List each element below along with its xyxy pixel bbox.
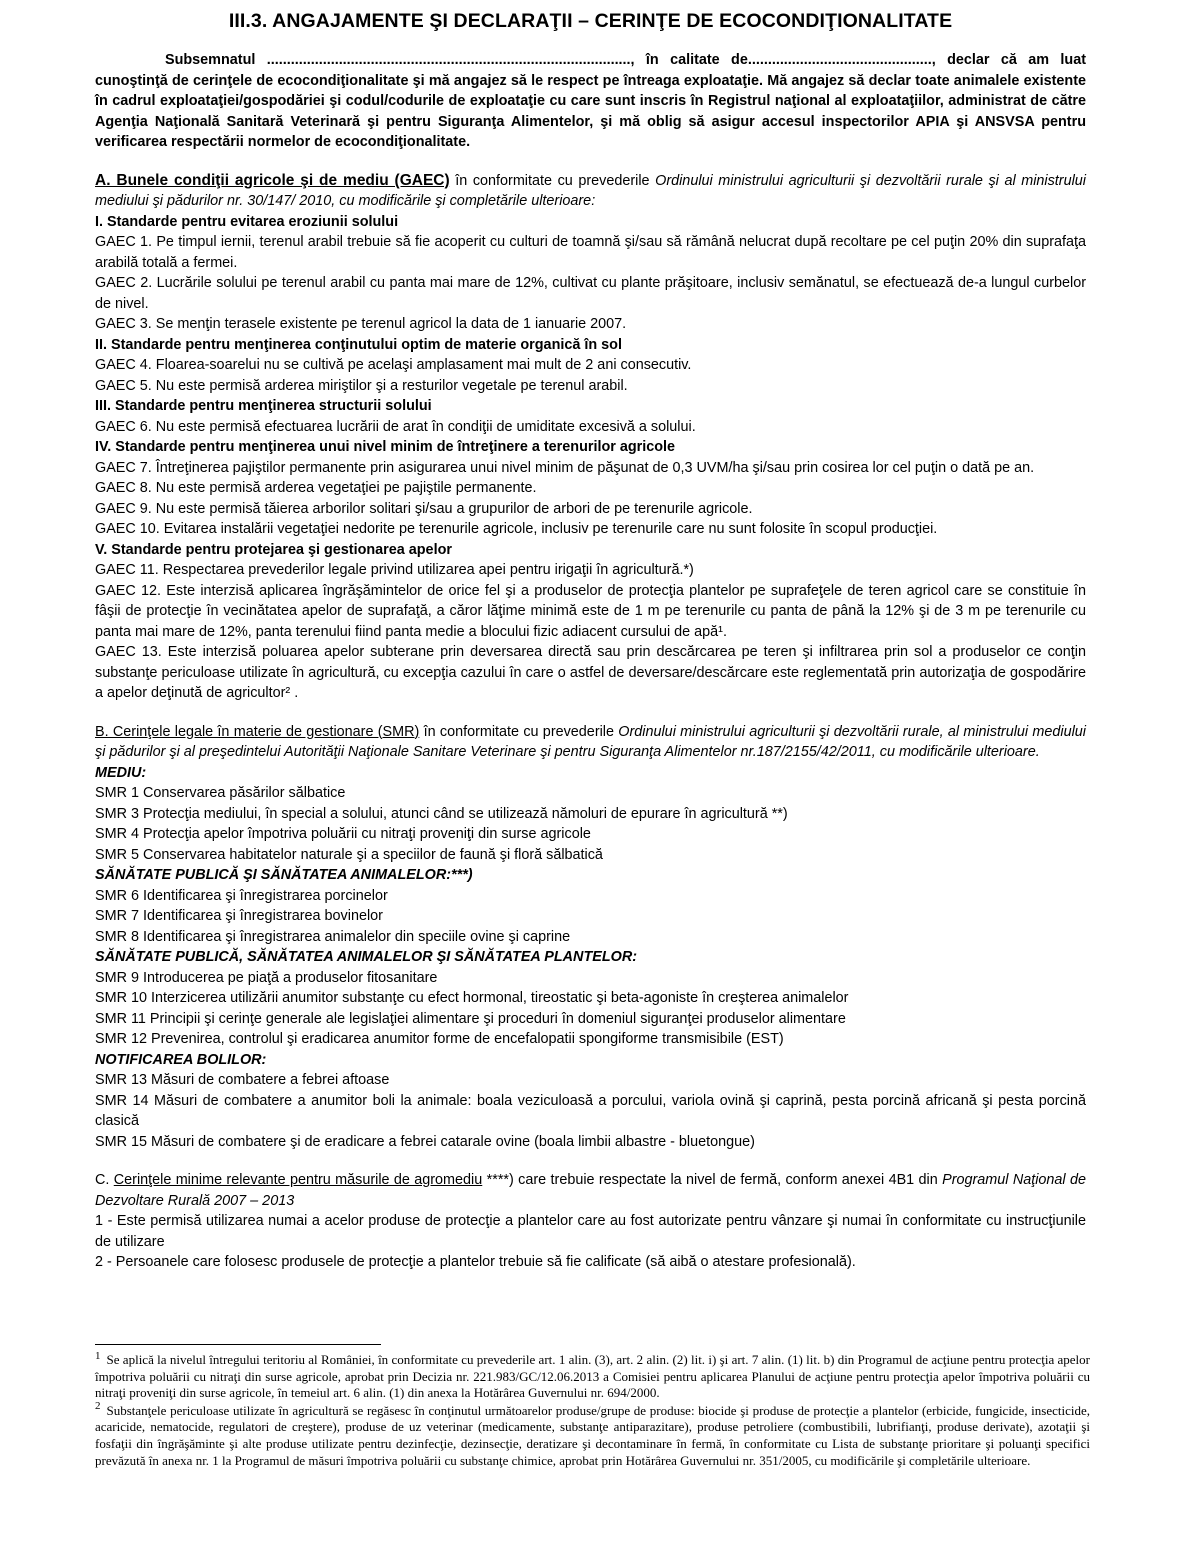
section-b-heading bbox=[95, 722, 1086, 763]
declaration-text: Subsemnatul ..........................................................................................., în calitate de.............................................., declar că am luat cunoştinţă de cerinţele de ecocondiţionalitate şi mă angajez să le respect pe întreaga exploataţie. Mă angajez să declar toate animalele existente în cadrul exploataţiei/gospodăriei şi codul/codurile de exploataţie cu care sunt inscris în Registrul naţional al exploataţiilor, administrat de către Agenţia Naţională Sanitară Veterinară şi pentru Siguranţa Alimentelor, şi mă oblig să asigur accesul inspectorilor APIA şi ANSVSA pentru verificarea respectării normelor de ecocondiţionalitate. bbox=[95, 52, 1086, 150]
footnote-divider bbox=[95, 1344, 381, 1345]
section-b bbox=[95, 722, 1086, 1153]
gaec-item: GAEC 10. Evitarea instalării vegetaţiei nedorite pe terenurile agricole, inclusiv pe terenurile care nu sunt folosite în scopul producţiei. bbox=[95, 521, 938, 537]
category-heading: NOTIFICAREA BOLILOR: bbox=[95, 1051, 267, 1068]
smr-item: SMR 10 Interzicerea utilizării anumitor substanţe cu efect hormonal, tireostatic şi beta-agoniste în creşterea animalelor bbox=[95, 990, 849, 1006]
document-page bbox=[95, 8, 1086, 1273]
footnote-text: Se aplică la nivelul întregului teritoriu al României, în conformitate cu prevederile art. 1 alin. (3), art. 2 alin. (2) lit. i) şi art. 7 alin. (1) lit. b) din Programul de acţiune pentru protecţia apelor împotriva poluării cu nitraţi din surse agricole, aprobat prin Decizia nr. 221.983/GC/12.06.2013 a Comisiei pentru aplicarea Planului de acţiune pentru protecţia apelor împotriva poluării cu nitraţi proveniţi din surse agricole, în temeiul art. 6 alin. (1) din anexa la Hotărârea Guvernului nr. 694/2000. bbox=[95, 1352, 1090, 1401]
gaec-item: GAEC 9. Nu este permisă tăierea arborilor solitari şi/sau a grupurilor de arbori de pe terenurile agricole. bbox=[95, 500, 753, 517]
standard-heading: II. Standarde pentru menţinerea conţinutului optim de materie organică în sol bbox=[95, 336, 622, 353]
section-b-intro: în conformitate cu prevederile bbox=[419, 723, 619, 740]
smr-item: SMR 4 Protecţia apelor împotriva poluării cu nitraţi proveniţi din surse agricole bbox=[95, 826, 591, 842]
smr-item: SMR 9 Introducerea pe piaţă a produselor fitosanitare bbox=[95, 969, 438, 986]
category-heading: SĂNĂTATE PUBLICĂ ŞI SĂNĂTATEA ANIMALELOR:***) bbox=[95, 867, 473, 883]
requirement-item: 2 - Persoanele care folosesc produsele de protecţie a plantelor trebuie să fie calificate (să aibă o atestare profesională). bbox=[95, 1254, 856, 1270]
gaec-item: GAEC 8. Nu este permisă arderea vegetaţiei pe pajiştile permanente. bbox=[95, 480, 537, 496]
gaec-item: GAEC 7. Întreţinerea pajiştilor permanente prin asigurarea unui nivel minim de păşunat de 0,3 UVM/ha şi/sau prin cosirea lor cel puţin o dată pe an. bbox=[95, 459, 1035, 476]
standard-heading: V. Standarde pentru protejarea şi gestionarea apelor bbox=[95, 541, 452, 558]
gaec-item: GAEC 12. Este interzisă aplicarea îngrăşămintelor de orice fel şi a produselor de protecţia plantelor pe suprafeţele de teren agricol care se constituie în fâşii de protecţie în vecinătatea apelor de suprafaţă, a căror lăţime minimă este de 1 m pe terenurile cu panta de până la 12% şi de 3 m pe terenurile cu panta mai mare de 12%, panta terenului fiind panta medie a blocului fizic adiacent cursului de apă¹. bbox=[95, 582, 1086, 640]
section-a-reference: Ordinului ministrului agriculturii şi dezvoltării rurale şi al ministrului mediului şi pădurilor nr. 30/147/ 2010, cu modificările şi completările ulterioare: bbox=[95, 172, 1086, 209]
section-a bbox=[95, 171, 1086, 704]
category-heading: MEDIU: bbox=[95, 764, 147, 781]
gaec-item: GAEC 1. Pe timpul iernii, terenul arabil trebuie să fie acoperit cu culturi de toamnă şi/sau să rămână nelucrat după recoltare pe cel puţin 20% din suprafaţa arabilă totală a fermei. bbox=[95, 234, 1086, 271]
gaec-item: GAEC 5. Nu este permisă arderea miriştilor şi a resturilor vegetale pe terenul arabil. bbox=[95, 377, 628, 394]
gaec-item: GAEC 13. Este interzisă poluarea apelor subterane prin deversarea directă sau prin descărcarea pe teren şi infiltrarea prin sol a produselor ce conţin substanţe periculoase utilizate în agricultură, cu excepţia cazului în care o astfel de deversare/descărcare este reglementată prin autorizaţia de gospodărire a apelor deţinută de agricultor² . bbox=[95, 644, 1086, 701]
smr-item: SMR 1 Conservarea păsărilor sălbatice bbox=[95, 785, 346, 801]
section-c-heading bbox=[95, 1170, 1086, 1211]
section-c-label: Cerinţele minime relevante pentru măsurile de agromediu bbox=[113, 1172, 483, 1188]
smr-item: SMR 8 Identificarea şi înregistrarea animalelor din speciile ovine şi caprine bbox=[95, 928, 571, 945]
category-heading: SĂNĂTATE PUBLICĂ, SĂNĂTATEA ANIMALELOR ŞI SĂNĂTATEA PLANTELOR: bbox=[95, 949, 638, 965]
section-a-intro: în conformitate cu prevederile bbox=[449, 172, 656, 189]
section-b-label: B. Cerinţele legale în materie de gestionare (SMR) bbox=[95, 723, 420, 740]
smr-item: SMR 12 Prevenirea, controlul şi eradicarea anumitor forme de encefalopatii spongiforme transmisibile (EST) bbox=[95, 1031, 784, 1047]
section-c bbox=[95, 1170, 1086, 1273]
smr-item: SMR 5 Conservarea habitatelor naturale şi a speciilor de faună şi floră sălbatică bbox=[95, 846, 603, 863]
smr-item: SMR 13 Măsuri de combatere a febrei aftoase bbox=[95, 1072, 390, 1088]
requirement-item: 1 - Este permisă utilizarea numai a acelor produse de protecţie a plantelor care au fost autorizate pentru vânzare şi numai în conformitate cu instrucţiunile de utilizare bbox=[95, 1213, 1086, 1250]
footnote-number: 2 bbox=[95, 1400, 101, 1413]
section-c-after: ****) care trebuie respectate la nivel de fermă, conform anexei 4B1 din bbox=[482, 1172, 943, 1188]
smr-item: SMR 3 Protecţia mediului, în special a solului, atunci când se utilizează nămoluri de epurare în agricultură **) bbox=[95, 805, 788, 822]
footnote-number: 1 bbox=[95, 1349, 101, 1362]
section-c-reference: Programul Naţional de Dezvoltare Rurală 2007 – 2013 bbox=[95, 1172, 1086, 1209]
section-b-list bbox=[95, 763, 1086, 1153]
footnote bbox=[95, 1400, 1090, 1469]
smr-item: SMR 11 Principii şi cerinţe generale ale legislaţiei alimentare şi proceduri în domeniul siguranţei produselor alimentare bbox=[95, 1010, 846, 1027]
section-a-list bbox=[95, 212, 1086, 704]
gaec-item: GAEC 3. Se menţin terasele existente pe terenul agricol la data de 1 ianuarie 2007. bbox=[95, 316, 627, 332]
footnote-text: Substanţele periculoase utilizate în agricultură se regăsesc în conţinutul următoarelor produse/grupe de produse: biocide şi produse de protecţie a plantelor (erbicide, fungicide, insecticide, acaricide, nematocide, regulatori de creştere), produse de uz veterinar (medicamente, substanţe antiparazitare), produse petroliere (combustibili, lubrifianţi, produse derivate), azotaţii şi fosfaţii din îngrăşăminte şi alte produse utilizate pentru dezinfecţie, dezinsecţie, deratizare şi decontaminare în fermă, în conformitate cu Lista de substanţe prioritare şi poluanţi specifici prevăzută în anexa nr. 1 la Programul de măsuri împotriva poluării cu substanţe chimice, aprobat prin Hotărârea Guvernului nr. 351/2005, cu modificările şi completările ulterioare. bbox=[95, 1402, 1090, 1468]
footnotes bbox=[95, 1349, 1090, 1470]
smr-item: SMR 6 Identificarea şi înregistrarea porcinelor bbox=[95, 887, 388, 904]
section-a-heading bbox=[95, 171, 1086, 212]
section-a-label: A. Bunele condiţii agricole şi de mediu (GAEC) bbox=[95, 171, 450, 189]
smr-item: SMR 14 Măsuri de combatere a anumitor boli la animale: boala veziculoasă a porcului, variola ovină şi caprină, pesta porcină africană şi pesta porcină clasică bbox=[95, 1092, 1086, 1129]
section-b-reference: Ordinului ministrului agriculturii şi dezvoltării rurale, al ministrului mediului şi pădurilor şi al preşedintelui Autorităţii Naţionale Sanitare Veterinare şi pentru Siguranţa Alimentelor nr.187/2155/42/2011, cu modificările ulterioare. bbox=[95, 723, 1087, 760]
declaration-paragraph bbox=[95, 50, 1086, 153]
section-c-list bbox=[95, 1211, 1086, 1273]
smr-item: SMR 7 Identificarea şi înregistrarea bovinelor bbox=[95, 908, 383, 924]
section-c-prefix: C. bbox=[95, 1172, 114, 1188]
standard-heading: IV. Standarde pentru menţinerea unui nivel minim de întreţinere a terenurilor agricole bbox=[95, 439, 676, 455]
gaec-item: GAEC 4. Floarea-soarelui nu se cultivă pe acelaşi amplasament mai mult de 2 ani consecutiv. bbox=[95, 357, 692, 373]
gaec-item: GAEC 11. Respectarea prevederilor legale privind utilizarea apei pentru irigaţii în agricultură.*) bbox=[95, 562, 694, 578]
gaec-item: GAEC 2. Lucrările solului pe terenul arabil cu panta mai mare de 12%, cultivat cu plante prăşitoare, inclusiv semănatul, se efectuează de-a lungul curbelor de nivel. bbox=[95, 275, 1086, 312]
footnote bbox=[95, 1349, 1090, 1402]
document-title: III.3. ANGAJAMENTE ŞI DECLARAŢII – CERINŢE DE ECOCONDIŢIONALITATE bbox=[228, 10, 953, 32]
gaec-item: GAEC 6. Nu este permisă efectuarea lucrării de arat în condiţii de umiditate excesivă a solului. bbox=[95, 418, 696, 435]
standard-heading: III. Standarde pentru menţinerea structurii solului bbox=[95, 398, 432, 414]
smr-item: SMR 15 Măsuri de combatere şi de eradicare a febrei catarale ovine (boala limbii albastre - bluetongue) bbox=[95, 1133, 755, 1150]
standard-heading: I. Standarde pentru evitarea eroziunii solului bbox=[95, 213, 399, 230]
